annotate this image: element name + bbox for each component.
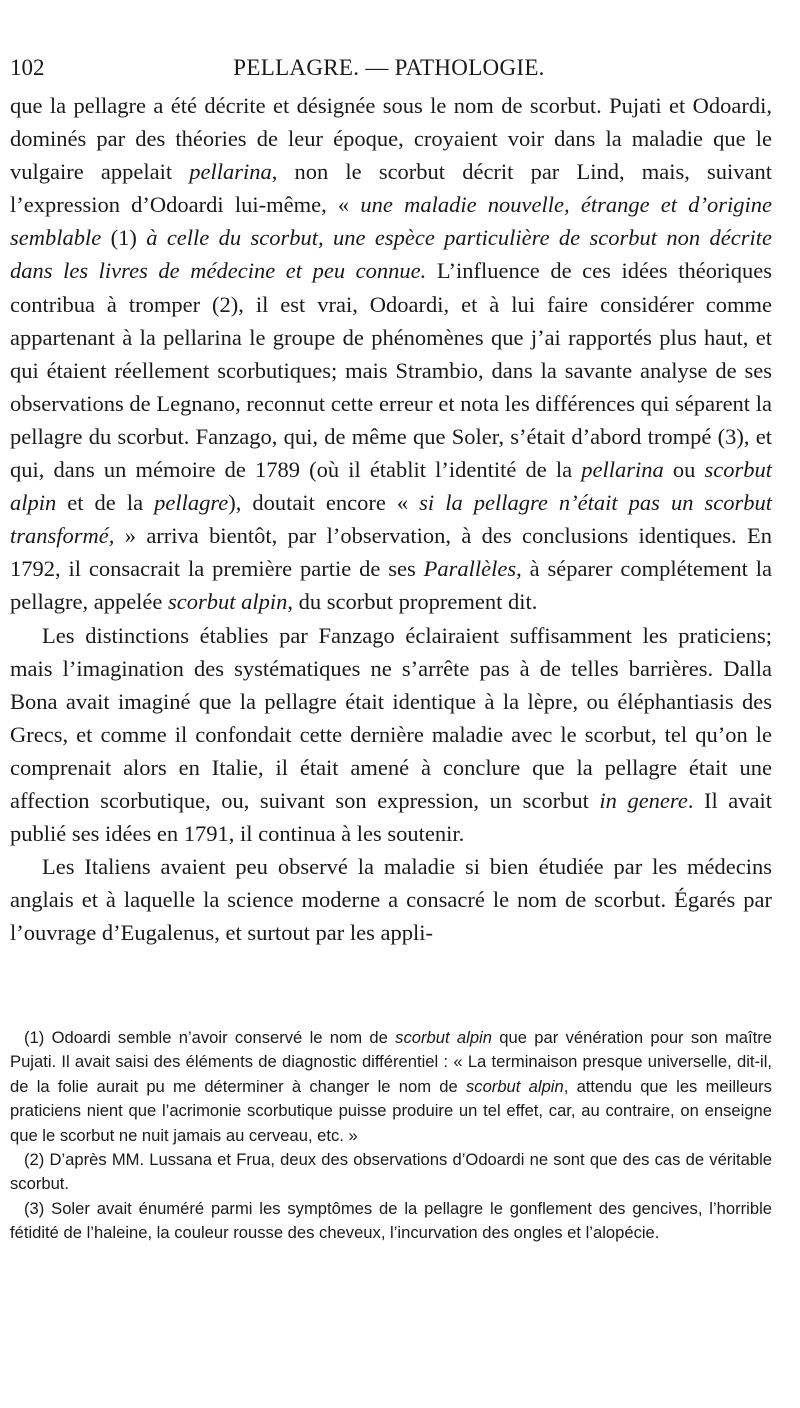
text-run: Les Italiens avaient peu observé la maladie si bien étudiée par les médecins anglais et à laquelle la science moderne a consacré le nom de scorbut. Égarés par l’ouvrage d’Eugalenus, et surtout par les appli- bbox=[10, 854, 772, 946]
running-head: PELLAGRE. — PATHOLOGIE. bbox=[233, 55, 545, 80]
page-header bbox=[10, 52, 768, 84]
italic-term: scorbut alpin bbox=[465, 1076, 564, 1096]
text-run: , du scorbut proprement dit. bbox=[287, 589, 538, 615]
text-run: , à séparer complétement la pellagre, appelée bbox=[10, 556, 772, 615]
text-run: et de la bbox=[56, 490, 155, 516]
paragraph-1 bbox=[10, 89, 772, 619]
italic-term: scorbut alpin bbox=[395, 1028, 492, 1047]
italic-quote: à celle du scorbut, une espèce particulière de scorbut non décrite dans les livres de médecine et peu connue. bbox=[10, 225, 772, 284]
text-run: . Il avait publié ses idées en 1791, il continua à les soutenir. bbox=[10, 787, 772, 847]
text-run: que par vénération pour son maître Pujati. Il avait saisi des éléments de diagnostic différentiel : « La terminaison presque universelle, dit-il, de la folie aurait pu me déterminer à changer le nom de bbox=[10, 1028, 772, 1096]
text-run: , attendu que les meilleurs praticiens nient que l’acrimonie scorbutique puisse produire un tel effet, car, au contraire, on enseigne que le scorbut ne nuit jamais au cerveau, etc. » bbox=[10, 1076, 772, 1145]
text-run: que la pellagre a été décrite et désignée sous le nom de scorbut. Pujati et Odoardi, dominés par des théories de leur époque, croyaient voir dans la maladie que le vulgaire appelait bbox=[10, 93, 772, 185]
italic-term: pellagre bbox=[154, 490, 229, 516]
text-run: Les distinctions établies par Fanzago éclairaient suffisamment les praticiens; mais l’imagination des systématiques ne s’arrête pas à de telles barrières. Dalla Bona avait imaginé que la pellagre était identique à la lèpre, ou éléphantiasis des Grecs, et comme il confondait cette dernière maladie avec le scorbut, tel qu’on le comprenait alors en Italie, il était amené à conclure que la pellagre était une affection scorbutique, ou, suivant son expression, un scorbut bbox=[10, 622, 772, 813]
text-run: L’influence de ces idées théoriques contribua à tromper (2), il est vrai, Odoardi, et à lui faire considérer comme appartenant à la pellarina le groupe de phénomènes que j’ai rapportés plus haut, et qui étaient réellement scorbutiques; mais Strambio, dans la savante analyse de ses observations de Legnano, reconnut cette erreur et nota les différences qui séparent la pellagre du scorbut. Fanzago, qui, de même que Soler, s’était d’abord trompé (3), et qui, dans un mémoire de 1789 (où il établit l’identité de la bbox=[10, 258, 772, 483]
text-run: » arriva bientôt, par l’observation, à des conclusions identiques. En 1792, il consacrait la première partie de ses bbox=[10, 523, 772, 582]
italic-term: scorbut alpin bbox=[10, 457, 772, 516]
italic-term: pellarina bbox=[581, 457, 664, 483]
italic-quote: si la pellagre n’était pas un scorbut transformé, bbox=[10, 490, 772, 549]
text-run: , non le scorbut décrit par Lind, mais, suivant l’expression d’Odoardi lui-même, « bbox=[10, 159, 772, 218]
page-number: 102 bbox=[10, 55, 45, 80]
main-text bbox=[10, 89, 772, 949]
italic-term: scorbut alpin bbox=[168, 589, 288, 615]
footnote-ref: (1) bbox=[101, 225, 147, 251]
footnote-3 bbox=[10, 1197, 772, 1246]
text-run: (3) Soler avait énuméré parmi les symptômes de la pellagre le gonflement des gencives, l’horrible fétidité de l’haleine, la couleur rousse des cheveux, l’incurvation des ongles et l’alopécie. bbox=[10, 1198, 772, 1243]
italic-term: in genere bbox=[599, 787, 688, 813]
text-run: (2) D’après MM. Lussana et Frua, deux des observations d’Odoardi ne sont que des cas de véritable scorbut. bbox=[10, 1150, 772, 1194]
footnotes bbox=[10, 1026, 772, 1246]
footnote-1 bbox=[10, 1026, 772, 1148]
text-run: (1) Odoardi semble n’avoir conservé le nom de bbox=[24, 1028, 396, 1047]
italic-quote: une maladie nouvelle, étrange et d’origine semblable bbox=[10, 192, 772, 251]
paragraph-2 bbox=[10, 619, 772, 851]
paragraph-3 bbox=[10, 850, 772, 949]
italic-title: Parallèles bbox=[423, 556, 517, 582]
footnote-2 bbox=[10, 1148, 772, 1197]
italic-term: pellarina bbox=[189, 159, 272, 185]
text-run: ), doutait encore « bbox=[228, 490, 420, 516]
text-run: ou bbox=[663, 457, 705, 483]
